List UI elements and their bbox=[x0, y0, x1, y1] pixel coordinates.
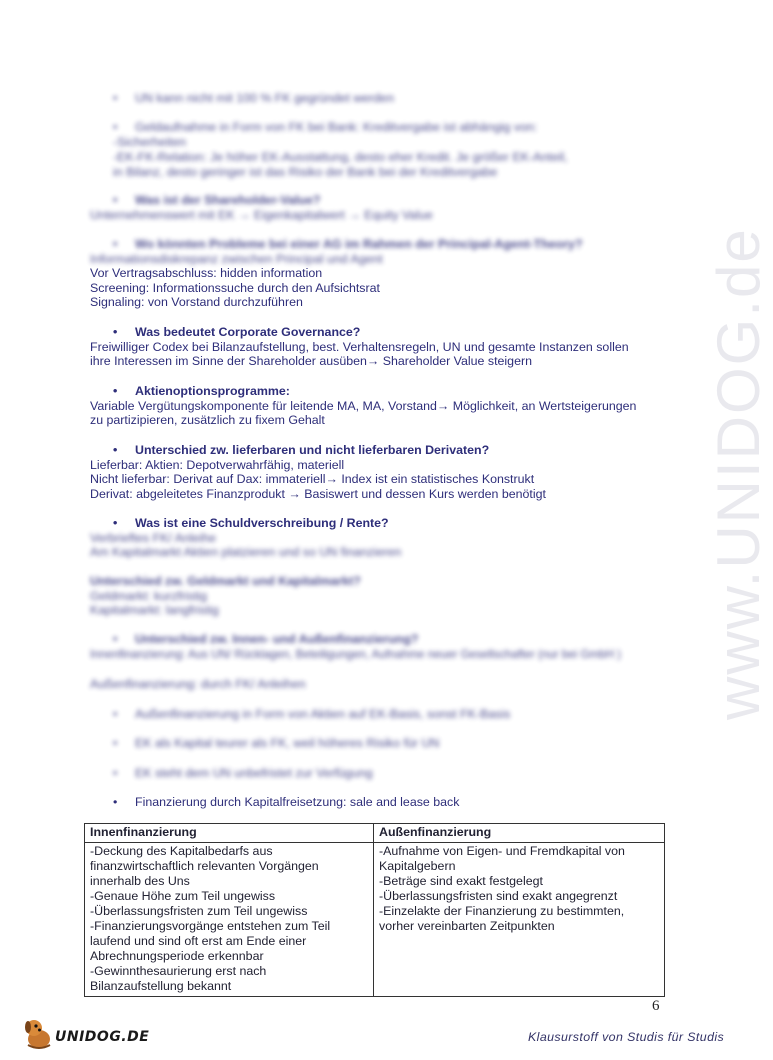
table-header-aussenfinanzierung: Außenfinanzierung bbox=[374, 824, 665, 843]
blurred-line: Geldmarkt: kurzfristig bbox=[90, 589, 208, 603]
cell-line: innerhalb des Uns bbox=[90, 874, 190, 888]
blurred-line: Kapitalmarkt: langfristig bbox=[90, 603, 219, 617]
cell-line: -Überlassungsfristen sind exakt angegrenzt bbox=[379, 889, 618, 903]
table-cell-aussen bbox=[374, 843, 665, 997]
cell-line: -Einzelakte der Finanzierung zu bestimmten, bbox=[379, 904, 625, 918]
text-line: Variable Vergütungskomponente für leitende MA, MA, Vorstand→ Möglichkeit, an Wertsteigerungen bbox=[90, 399, 637, 413]
cell-line: Abrechnungsperiode erkennbar bbox=[90, 949, 264, 963]
text-line: Signaling: von Vorstand durchzuführen bbox=[90, 295, 303, 309]
cell-line: finanzwirtschaftlich relevanten Vorgängen bbox=[90, 859, 319, 873]
blurred-line: Außenfinanzierung: durch FK/ Anleihen bbox=[90, 677, 306, 691]
blurred-line: -Sicherheiten bbox=[113, 135, 187, 149]
footer-text: Klausurstoff von Studis für Studis bbox=[528, 1030, 725, 1044]
text-line: ihre Interessen im Sinne der Shareholder ausüben→ Shareholder Value steigern bbox=[90, 354, 532, 368]
table-cell-innen bbox=[85, 843, 374, 997]
blurred-line: Verbrieftes FK/ Anleihe bbox=[90, 531, 217, 545]
financing-table bbox=[84, 823, 665, 997]
table-header-innenfinanzierung: Innenfinanzierung bbox=[85, 824, 374, 843]
cell-line: vorher vereinbarten Zeitpunkten bbox=[379, 919, 555, 933]
text-line: Lieferbar: Aktien: Depotverwahrfähig, materiell bbox=[90, 458, 345, 472]
text-line: zu partizipieren, zusätzlich zu fixem Gehalt bbox=[90, 413, 325, 427]
blurred-question: Unterschied zw. Geldmarkt und Kapitalmarkt? bbox=[90, 574, 361, 588]
cell-line: laufend und sind oft erst am Ende einer bbox=[90, 934, 307, 948]
blurred-line: Innenfinanzierung: Aus UN/ Rücklagen, Beteiligungen, Aufnahme neuer Gesellschafter (nur bei GmbH ) bbox=[90, 648, 622, 661]
page-number: 6 bbox=[652, 998, 660, 1014]
text-line: Nicht lieferbar: Derivat auf Dax: immateriell→ Index ist ein statistisches Konstrukt bbox=[90, 472, 535, 486]
blurred-line: -EK-FK-Relation: Je höher EK-Ausstattung, desto eher Kredit. Je größer EK-Anteil, bbox=[113, 150, 568, 164]
cell-line: Kapitalgebern bbox=[379, 859, 456, 873]
watermark: www.UNIDOG.de bbox=[705, 227, 772, 720]
text-line: Vor Vertragsabschluss: hidden information bbox=[90, 266, 323, 280]
dog-icon bbox=[22, 1015, 58, 1051]
text-line: Freiwilliger Codex bei Bilanzaufstellung, best. Verhaltensregeln, UN und gesamte Instanzen sollen bbox=[90, 340, 629, 354]
cell-line: -Finanzierungsvorgänge entstehen zum Teil bbox=[90, 919, 331, 933]
cell-line: -Beträge sind exakt festgelegt bbox=[379, 874, 543, 888]
cell-line: -Aufnahme von Eigen- und Fremdkapital von bbox=[379, 844, 625, 858]
text-line: Derivat: abgeleitetes Finanzprodukt → Basiswert und dessen Kurs werden benötigt bbox=[90, 487, 546, 501]
blurred-line: Informationsdiskrepanz zwischen Principal und Agent bbox=[90, 252, 383, 266]
blurred-line: Unternehmenswert mit EK → Eigenkapitalwert → Equity Value bbox=[90, 208, 433, 222]
cell-line: Bilanzaufstellung bekannt bbox=[90, 979, 232, 993]
text-line: Screening: Informationssuche durch den Aufsichtsrat bbox=[90, 281, 380, 295]
cell-line: -Deckung des Kapitalbedarfs aus bbox=[90, 844, 273, 858]
cell-line: -Überlassungsfristen zum Teil ungewiss bbox=[90, 904, 308, 918]
blurred-line: Am Kapitalmarkt Aktien platzieren und so UN finanzieren bbox=[90, 545, 402, 559]
blurred-line: in Bilanz, desto geringer ist das Risiko der Bank bei der Kreditvergabe bbox=[113, 165, 498, 179]
cell-line: -Genaue Höhe zum Teil ungewiss bbox=[90, 889, 276, 903]
logo-text: UNIDOG.DE bbox=[55, 1029, 150, 1045]
unidog-logo bbox=[22, 1015, 152, 1051]
cell-line: -Gewinnthesaurierung erst nach bbox=[90, 964, 267, 978]
